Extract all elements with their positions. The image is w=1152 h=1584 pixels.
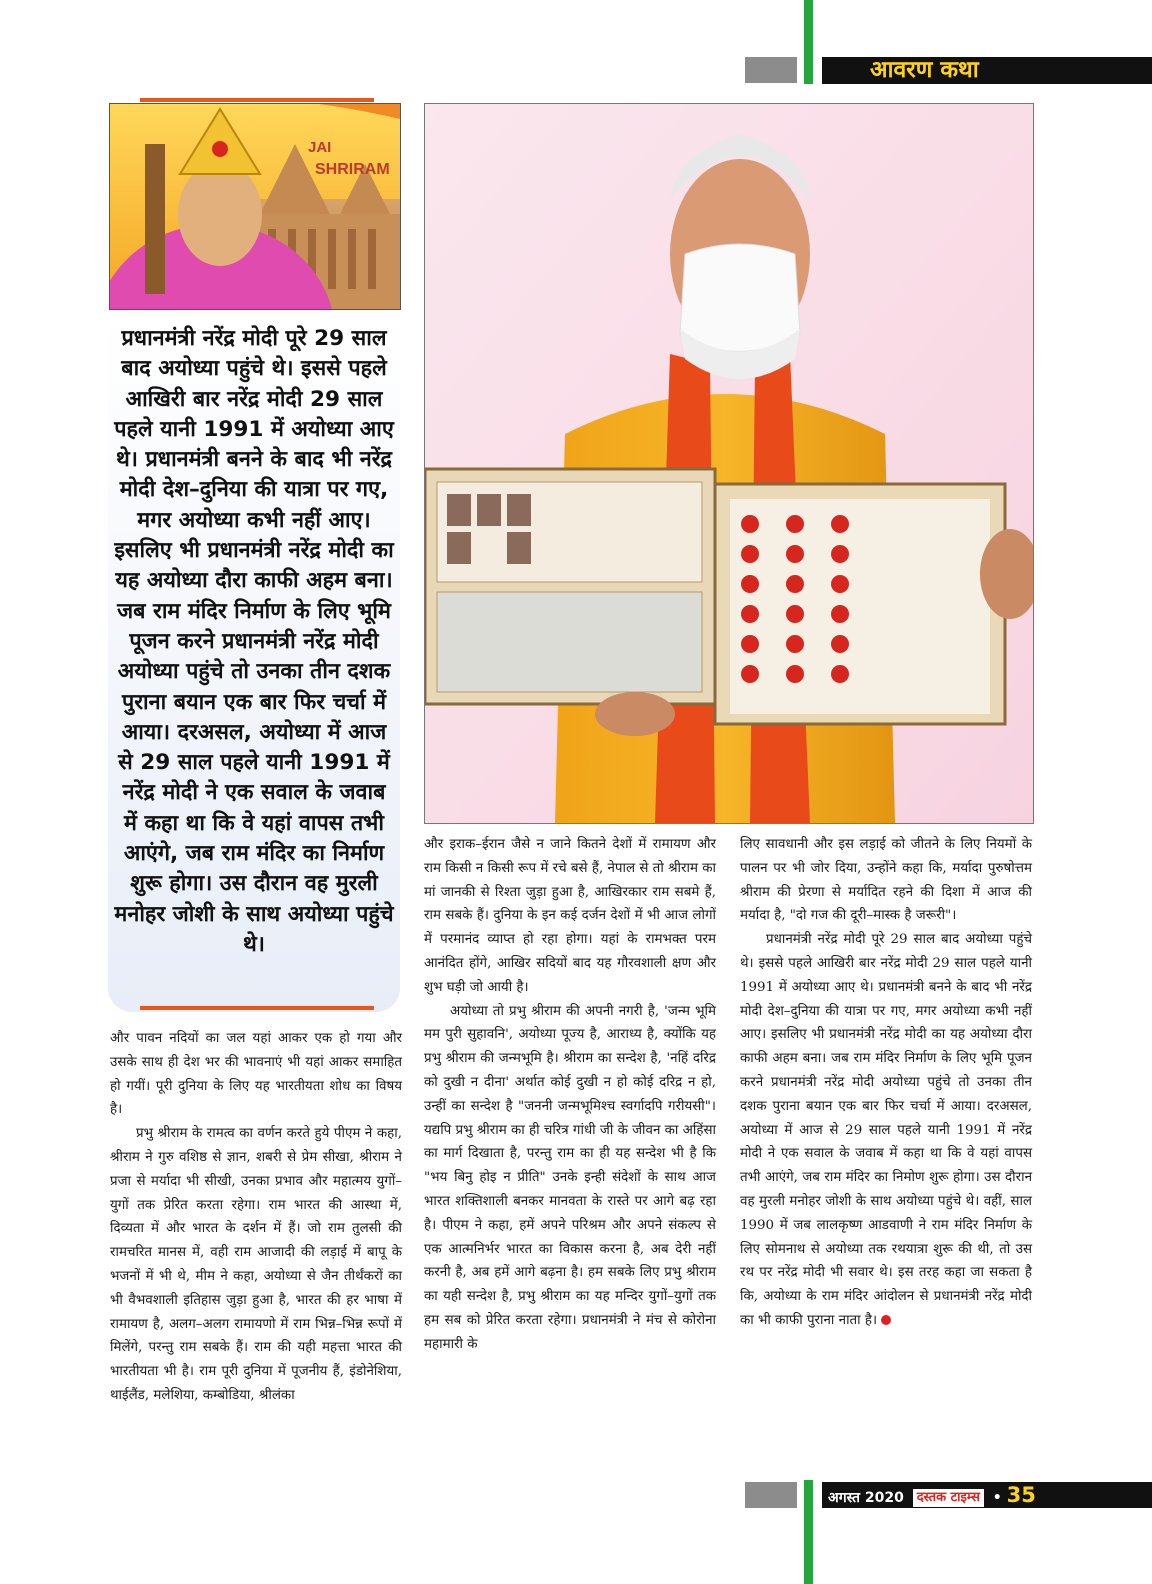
col3-para-2: [740, 928, 1032, 1333]
ram-art-svg: [110, 104, 400, 309]
end-of-article-dot-icon: [881, 1315, 891, 1325]
top-grey-box: [745, 57, 797, 83]
bottom-green-bar: [804, 1480, 813, 1584]
ram-art-text-2: SHRIRAM: [315, 161, 390, 178]
main-photo: [424, 103, 1034, 824]
page-footer: [822, 1482, 1152, 1508]
callout-bottom-rule: [140, 1006, 374, 1010]
section-header: [822, 57, 1152, 84]
article-column-1: [110, 1027, 402, 1408]
footer-text: [828, 1482, 1036, 1511]
footer-date: अगस्त 2020: [828, 1490, 904, 1506]
ram-sand-art-image: [109, 103, 401, 310]
col2-para-2: अयोध्या तो प्रभु श्रीराम की अपनी नगरी है, 'जन्म भूमि मम पुरी सुहावनि', अयोध्या पूज्य है, आराध्य है, क्योंकि यह प्रभु श्रीराम की जन्मभूमि है। श्रीराम का सन्देश है, 'नहिं दरिद्र को दुखी न दीना' अर्थात कोई दुखी न हो कोई दरिद्र न हो, उन्हीं का सन्देश है "जननी जन्मभूमिश्च स्वर्गादपि गरीयसी"। यद्यपि प्रभु श्रीराम का ही चरित्र गांधी जी के जीवन का अहिंसा का मार्ग दिखाता है, परन्तु राम का ही यह सन्देश भी है कि "भय बिनु होइ न प्रीति" उनके इन्ही संदेशों के साथ आज भारत शक्तिशाली बनकर मानवता के रास्ते पर आगे बढ़ रहा है। पीएम ने कहा, हमें अपने परिश्रम और अपने संकल्प से एक आत्मनिर्भर भारत का विकास करना है, अब देरी नहीं करनी है, अब हमें आगे बढ़ना है। हम सबके लिए प्रभु श्रीराम का यही सन्देश है, प्रभु श्रीराम का यह मन्दिर युगों–युगों तक हम सब को प्रेरित करता रहेगा। प्रधानमंत्री ने मंच से कोरोना महामारी के: [424, 1003, 716, 1352]
magazine-logo: दस्तक टाइम्स: [913, 1489, 984, 1507]
top-green-bar: [804, 0, 813, 84]
footer-separator: •: [992, 1490, 1002, 1506]
col1-para-2: प्रभु श्रीराम के रामत्व का वर्णन करते हुये पीएम ने कहा, श्रीराम ने गुरु वशिष्ठ से ज्ञान, शबरी से प्रेम सीखा, श्रीराम ने प्रजा से मर्यादा भी सीखी, उनका प्रभाव और महात्मय युगों–युगों तक प्रेरित करता रहेगा। राम भारत की आस्था में, दिव्यता में और भारत के दर्शन में हैं। जो राम तुलसी की रामचरित मानस में, वही राम आजादी की लड़ाई में बापू के भजनों में भी थे, मीम ने कहा, अयोध्या से जैन तीर्थंकरों का भी वैभवशाली इतिहास जुड़ा हुआ है, भारत की हर भाषा में रामायण है, अलग–अलग रामायणो में राम भिन्न–भिन्न रूपों में मिलेंगे, परन्तु राम सबके हैं। राम की यही महत्ता भारत की भारतीयता भी है। राम पूरी दुनिया में पूजनीय हैं, इंडोनेशिया, थाईलैंड, मलेशिया, कम्बोडिया, श्रीलंका: [110, 1126, 402, 1403]
callout-box: [108, 316, 400, 1012]
col3-para-2-text: प्रधानमंत्री नरेंद्र मोदी पूरे 29 साल बाद अयोध्या पहुंचे थे। इससे पहले आखिरी बार नरेंद्र मोदी 29 साल पहले यानी 1991 में अयोध्या आए थे। प्रधानमंत्री बनने के बाद भी नरेंद्र मोदी देश–दुनिया की यात्रा पर गए, मगर अयोध्या कभी नहीं आए। इसलिए भी प्रधानमंत्री नरेंद्र मोदी का यह अयोध्या दौरा काफी अहम बना। जब राम मंदिर निर्माण के लिए भूमि पूजन करने प्रधानमंत्री नरेंद्र मोदी अयोध्या पहुंचे तो उनका तीन दशक पुराना बयान एक बार फिर चर्चा में आया। दरअसल, अयोध्या में आज से 29 साल पहले यानी 1991 में नरेंद्र मोदी ने एक सवाल के जवाब में कहा था कि वे यहां वापस तभी आएंगे, जब राम मंदिर का निमोण शुरू होगा। उस दौरान वह मुरली मनोहर जोशी के साथ अयोध्या पहुंचे थे। वहीं, साल 1990 में जब लालकृष्ण आडवाणी ने राम मंदिर निर्माण के लिए सोमनाथ से अयोध्या तक रथयात्रा शुरू की थी, तो उस रथ पर नरेंद्र मोदी भी सवार थे। इस तरह कहा जा सकता है कि, अयोध्या के राम मंदिर आंदोलन से प्रधानमंत्री नरेंद्र मोदी का भी काफी पुराना नाता है।: [740, 932, 1032, 1328]
ram-art-text-1: JAI: [308, 139, 332, 156]
col2-para-1: और इराक–ईरान जैसे न जाने कितने देशों में रामायण और राम किसी न किसी रूप में रचे बसे हैं, नेपाल से तो श्रीराम का मां जानकी से रिश्ता जुड़ा हुआ है, आखिरकार राम सबमे हैं, राम सबके हैं। दुनिया के इन कई दर्जन देशों में भी आज लोगों में परमानंद व्याप्त हो रहा होगा। यहां के रामभक्त परम आनंदित होंगे, आखिर सदियों बाद यह गौरवशाली क्षण और शुभ घड़ी जो आयी है।: [424, 837, 716, 995]
article-column-3: [740, 833, 1032, 1333]
section-title: आवरण कथा: [870, 57, 979, 83]
page-number: 35: [1006, 1483, 1036, 1507]
col1-para-1: और पावन नदियों का जल यहां आकर एक हो गया और उसके साथ ही देश भर की भावनाएं भी यहां आकर समाहित हो गयीं। पूरी दुनिया के लिए यह भारतीयता शोध का विषय है।: [110, 1031, 402, 1118]
col3-para-1: लिए सावधानी और इस लड़ाई को जीतने के लिए नियमों के पालन पर भी जोर दिया, उन्होंने कहा कि, मर्यादा पुरुषोत्तम श्रीराम की प्रेरणा से मर्यादित रहने की दिशा में आज की मर्यादा है, "दो गज की दूरी–मास्क है जरूरी"।: [740, 837, 1032, 924]
callout-text: प्रधानमंत्री नरेंद्र मोदी पूरे 29 साल बाद अयोध्या पहुंचे थे। इससे पहले आखिरी बार नरेंद्र मोदी 29 साल पहले यानी 1991 में अयोध्या आए थे। प्रधानमंत्री बनने के बाद भी नरेंद्र मोदी देश–दुनिया की यात्रा पर गए, मगर अयोध्या कभी नहीं आए। इसलिए भी प्रधानमंत्री नरेंद्र मोदी का यह अयोध्या दौरा काफी अहम बना। जब राम मंदिर निर्माण के लिए भूमि पूजन करने प्रधानमंत्री नरेंद्र मोदी अयोध्या पहुंचे तो उनका तीन दशक पुराना बयान एक बार फिर चर्चा में आया। दरअसल, अयोध्या में आज से 29 साल पहले यानी 1991 में नरेंद्र मोदी ने एक सवाल के जवाब में कहा था कि वे यहां वापस तभी आएंगे, जब राम मंदिर का निर्माण शुरू होगा। उस दौरान वह मुरली मनोहर जोशी के साथ अयोध्या पहुंचे थे।: [114, 326, 394, 957]
article-column-2: [424, 833, 716, 1357]
bottom-grey-box: [745, 1482, 797, 1508]
main-photo-svg: [425, 104, 1033, 823]
callout-top-rule: [140, 98, 374, 102]
